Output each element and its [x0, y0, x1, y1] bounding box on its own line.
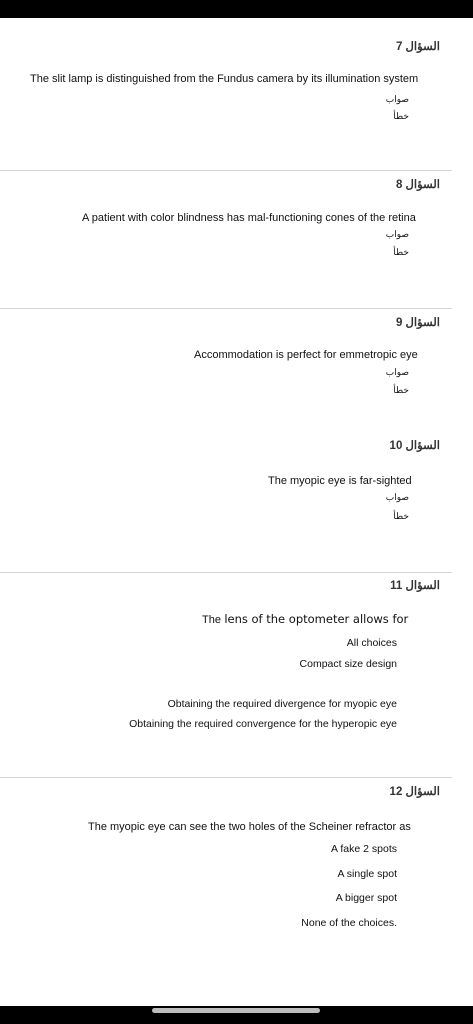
- question-9-option-true[interactable]: صواب: [385, 367, 409, 377]
- question-11-option-compact[interactable]: Compact size design: [299, 658, 397, 670]
- question-12-number: السؤال 12: [389, 786, 440, 798]
- question-12-option-single-spot[interactable]: A single spot: [337, 868, 397, 880]
- question-10-option-true[interactable]: صواب: [385, 492, 409, 502]
- question-7-option-false[interactable]: خطأ: [393, 111, 409, 121]
- question-9-number: السؤال 9: [395, 317, 440, 329]
- question-7-number: السؤال 7: [395, 41, 440, 53]
- question-10-text: The myopic eye is far-sighted: [268, 475, 412, 487]
- question-8-option-false[interactable]: خطأ: [393, 247, 409, 257]
- question-11-text-main: lens of the optometer allows for: [224, 612, 409, 626]
- divider: [0, 777, 452, 778]
- question-11-text-prefix: The: [202, 614, 221, 626]
- question-11-option-convergence[interactable]: Obtaining the required convergence for the hyperopic eye: [129, 718, 397, 730]
- question-12-text: The myopic eye can see the two holes of the Scheiner refractor as: [88, 821, 411, 833]
- question-9-option-false[interactable]: خطأ: [393, 385, 409, 395]
- question-12-option-none[interactable]: None of the choices.: [301, 917, 397, 929]
- home-indicator[interactable]: [152, 1008, 320, 1013]
- question-10-number: السؤال 10: [389, 440, 440, 452]
- question-11-number: السؤال 11: [390, 580, 440, 592]
- question-12-option-bigger-spot[interactable]: A bigger spot: [335, 892, 397, 904]
- status-bar: [0, 0, 473, 18]
- question-11-option-divergence[interactable]: Obtaining the required divergence for myopic eye: [167, 698, 397, 710]
- question-7-text: The slit lamp is distinguished from the Fundus camera by its illumination system: [30, 73, 419, 85]
- divider: [0, 170, 452, 171]
- question-10-option-false[interactable]: خطأ: [393, 511, 409, 521]
- question-11-option-all-choices[interactable]: All choices: [346, 637, 397, 649]
- question-8-text: A patient with color blindness has mal-functioning cones of the retina: [82, 212, 416, 224]
- divider: [0, 572, 452, 573]
- question-12-option-fake-spots[interactable]: A fake 2 spots: [331, 843, 397, 855]
- divider: [0, 308, 452, 309]
- question-9-text: Accommodation is perfect for emmetropic eye: [194, 349, 418, 361]
- question-7-option-true[interactable]: صواب: [385, 94, 409, 104]
- question-11-text: [202, 612, 408, 626]
- question-8-option-true[interactable]: صواب: [385, 229, 409, 239]
- question-8-number: السؤال 8: [395, 179, 440, 191]
